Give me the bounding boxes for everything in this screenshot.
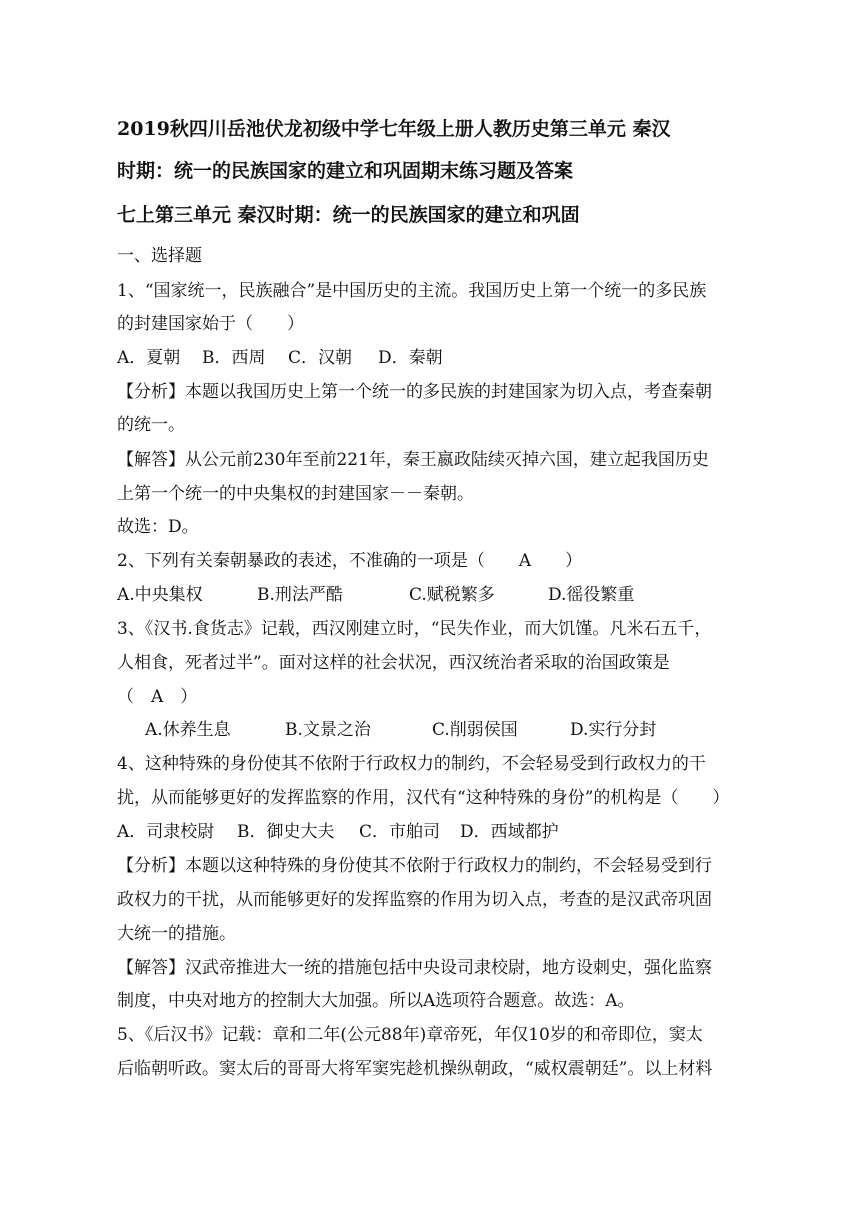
q3-option-c: C.削弱侯国: [432, 720, 518, 740]
document-title-line-2: 时期：统一的民族国家的建立和巩固期末练习题及答案: [117, 160, 574, 182]
q1-answer-line-2: 上第一个统一的中央集权的封建国家－－秦朝。: [117, 484, 474, 504]
q2-stem: 2、下列有关秦朝暴政的表述，不准确的一项是（ A ）: [117, 551, 583, 571]
q1-choice: 故选：D。: [117, 517, 199, 537]
q4-stem-line-1: 4、这种特殊的身份使其不依附于行政权力的制约，不会轻易受到行政权力的干: [117, 754, 706, 774]
q2-option-c: C.赋税繁多: [409, 585, 495, 605]
q4-answer-line-2: 制度，中央对地方的控制大大加强。所以A选项符合题意。故选：A。: [117, 991, 635, 1011]
q1-stem-line-1: 1、“国家统一，民族融合”是中国历史的主流。我国历史上第一个统一的多民族: [117, 281, 707, 301]
q2-options: [117, 583, 757, 607]
q4-option-b: B．御史大夫: [237, 822, 335, 842]
q1-analysis-line-2: 的统一。: [117, 415, 185, 435]
q2-option-b: B.刑法严酷: [257, 585, 343, 605]
q3-option-a: A.休养生息: [145, 720, 231, 740]
q2-option-a: A.中央集权: [117, 585, 203, 605]
q4-answer-line-1: 【解答】汉武帝推进大一统的措施包括中央设司隶校尉，地方设刺史，强化监察: [117, 958, 712, 978]
q1-option-b: B．西周: [202, 348, 266, 368]
q4-stem-line-2: 扰，从而能够更好的发挥监察的作用，汉代有“这种特殊的身份”的机构是（ ）: [117, 788, 730, 808]
q4-analysis-line-1: 【分析】本题以这种特殊的身份使其不依附于行政权力的制约，不会轻易受到行: [117, 856, 712, 876]
q3-option-b: B.文景之治: [285, 720, 371, 740]
q1-option-c: C．汉朝: [288, 348, 353, 368]
q1-stem-line-2: 的封建国家始于（ ）: [117, 314, 304, 334]
q1-analysis-line-1: 【分析】本题以我国历史上第一个统一的多民族的封建国家为切入点，考查秦朝: [117, 382, 712, 402]
q5-stem-line-1: 5、《后汉书》记载：章和二年(公元88年)章帝死，年仅10岁的和帝即位，窦太: [117, 1025, 703, 1045]
q4-option-d: D．西域都护: [460, 822, 559, 842]
q1-option-d: D．秦朝: [378, 348, 443, 368]
q3-stem-line-1: 3、《汉书.食货志》记载，西汉刚建立时，“民失作业，而大饥馑。凡米石五千，: [117, 619, 712, 639]
q4-analysis-line-3: 大统一的措施。: [117, 924, 236, 944]
unit-subtitle: 七上第三单元 秦汉时期：统一的民族国家的建立和巩固: [117, 204, 580, 226]
q1-option-a: A．夏朝: [117, 348, 181, 368]
q1-options: [117, 346, 757, 370]
q5-stem-line-2: 后临朝听政。窦太后的哥哥大将军窦宪趁机操纵朝政，“威权震朝廷”。以上材料: [117, 1059, 713, 1079]
q4-option-c: C．市舶司: [359, 822, 441, 842]
section-heading: 一、选择题: [117, 246, 202, 266]
q3-stem-line-3: （ A ）: [117, 687, 198, 707]
q3-stem-line-2: 人相食，死者过半”。面对这样的社会状况，西汉统治者采取的治国政策是: [117, 653, 670, 673]
q4-analysis-line-2: 政权力的干扰，从而能够更好的发挥监察的作用为切入点，考查的是汉武帝巩固: [117, 890, 712, 910]
q3-options: [145, 718, 785, 742]
q2-option-d: D.徭役繁重: [548, 585, 635, 605]
q4-options: [117, 820, 757, 844]
q4-option-a: A．司隶校尉: [117, 822, 215, 842]
document-title-line-1: 2019秋四川岳池伏龙初级中学七年级上册人教历史第三单元 秦汉: [117, 118, 671, 140]
q1-answer-line-1: 【解答】从公元前230年至前221年，秦王嬴政陆续灭掉六国，建立起我国历史: [117, 450, 709, 470]
q3-option-d: D.实行分封: [570, 720, 657, 740]
